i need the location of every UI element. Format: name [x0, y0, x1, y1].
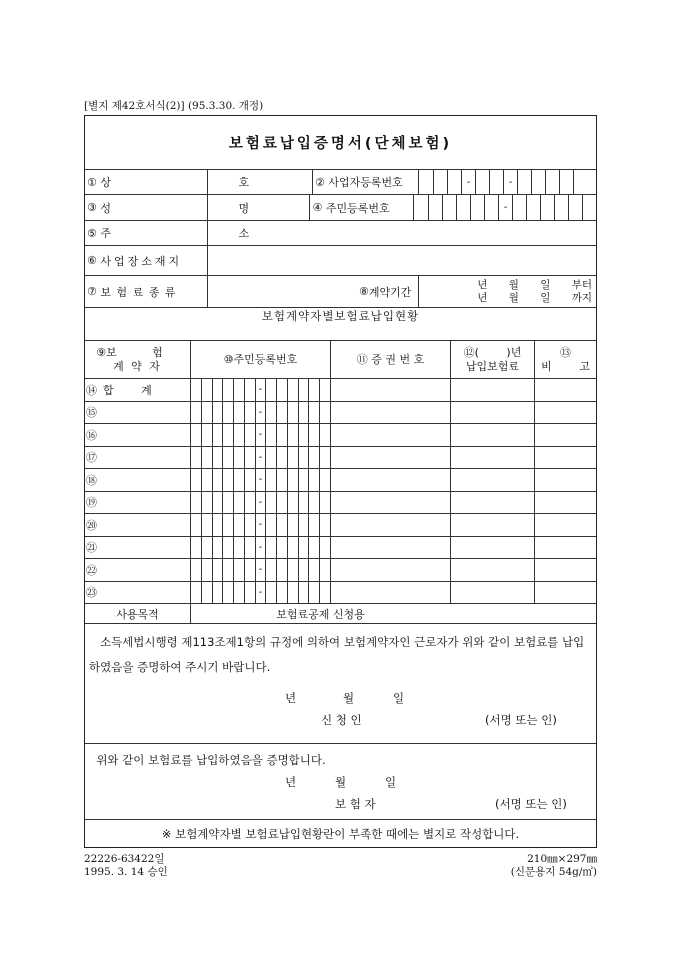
address-field[interactable]: [207, 221, 596, 245]
table-row: [85, 536, 596, 559]
separator: -: [255, 492, 266, 514]
section-title-row: [85, 307, 596, 340]
row-insured-cell[interactable]: [85, 559, 190, 581]
insurer-date-sign: [85, 770, 596, 819]
purpose-label: 사용목적: [116, 607, 159, 621]
row-paid-cell[interactable]: [450, 537, 534, 559]
row-policy-cell[interactable]: [330, 514, 450, 536]
address-row: [85, 220, 596, 245]
page-title: 보험료납입증명서(단체보험): [228, 136, 453, 152]
insurer-year: 년: [285, 775, 297, 789]
col-paid-premium: ⑫( )년 납입보험료: [450, 341, 534, 378]
row-insured-cell[interactable]: [85, 402, 190, 424]
table-row: [85, 468, 596, 491]
workplace-field[interactable]: [207, 246, 596, 275]
applicant-block: [85, 623, 596, 743]
table-row: [85, 513, 596, 536]
table-header-row: [85, 340, 596, 378]
col-policy-no: ⑪ 증 권 번 호: [330, 341, 450, 378]
col-remarks: ⑬ 비 고: [534, 341, 596, 378]
row-paid-cell[interactable]: [450, 559, 534, 581]
applicant-year: 년: [285, 691, 297, 705]
row-remarks-cell[interactable]: [534, 379, 596, 401]
insurance-type-row: [85, 275, 596, 307]
row-insured-cell[interactable]: [85, 447, 190, 469]
form-code: 22226-63422일: [84, 853, 165, 865]
purpose-row: [85, 603, 596, 623]
row-paid-cell[interactable]: [450, 424, 534, 446]
form-number-label: [별지 제42호서식(2)] (95.3.30. 개정): [84, 100, 264, 112]
insurance-type-field[interactable]: [207, 276, 357, 307]
insurer-month: 월: [335, 775, 347, 789]
row-id-cell[interactable]: [190, 469, 330, 491]
workplace-row: [85, 245, 596, 275]
certificate-form: [84, 115, 597, 848]
separator: -: [255, 402, 266, 424]
section-title: 보험계약자별보험료납입현황: [261, 309, 420, 323]
row-policy-cell[interactable]: [330, 424, 450, 446]
separator: -: [461, 170, 475, 194]
business-reg-label: ② 사업자등록번호: [312, 170, 418, 194]
table-body: [85, 378, 596, 603]
name-row: [85, 194, 596, 220]
separator: -: [255, 514, 266, 536]
row-number: ㉑: [86, 541, 97, 555]
separator: -: [498, 195, 512, 220]
insurer-signature[interactable]: (서명 또는 인): [495, 797, 567, 811]
row-number: ⑮: [86, 406, 97, 420]
row-paid-cell[interactable]: [450, 447, 534, 469]
period-from: 년 월 일 부터: [477, 278, 592, 291]
address-label: ⑤ 주 소: [87, 226, 312, 240]
row-remarks-cell[interactable]: [534, 559, 596, 581]
row-remarks-cell[interactable]: [534, 424, 596, 446]
table-row: [85, 401, 596, 424]
row-number: ⑲: [86, 496, 97, 510]
note-row: [85, 819, 596, 847]
table-row: [85, 423, 596, 446]
separator: -: [255, 469, 266, 491]
row-id-cell[interactable]: [190, 447, 330, 469]
footer-left: [84, 853, 168, 879]
row-remarks-cell[interactable]: [534, 402, 596, 424]
table-row: [85, 581, 596, 604]
row-number: ⑯: [86, 428, 97, 442]
table-row: [85, 378, 596, 401]
resident-reg-label: ④ 주민등록번호: [309, 195, 413, 220]
table-row: [85, 558, 596, 581]
row-number: ⑰: [86, 451, 97, 465]
workplace-label: ⑥ 사업장소재지: [87, 254, 183, 268]
col-id-no: ⑩주민등록번호: [190, 341, 330, 378]
row-policy-cell[interactable]: [330, 537, 450, 559]
row-insured-cell[interactable]: [85, 469, 190, 491]
insurer-label: 보 험 자: [335, 797, 376, 811]
paper-type: (신문용지 54g/㎡): [510, 866, 597, 878]
row-policy-cell[interactable]: [330, 402, 450, 424]
row-insured-cell[interactable]: [85, 537, 190, 559]
row-paid-cell[interactable]: [450, 582, 534, 604]
applicant-label: 신 청 인: [321, 713, 362, 727]
row-policy-cell[interactable]: [330, 469, 450, 491]
row-number: ㉒: [86, 563, 97, 577]
row-number: ⑭: [86, 383, 97, 397]
business-reg-field[interactable]: [418, 170, 596, 194]
row-paid-cell[interactable]: [450, 492, 534, 514]
separator: -: [503, 170, 517, 194]
certification-text: 위와 같이 보험료를 납입하였음을 증명합니다.: [96, 753, 326, 767]
row-policy-cell[interactable]: [330, 379, 450, 401]
row-id-cell[interactable]: [190, 514, 330, 536]
applicant-signature[interactable]: (서명 또는 인): [485, 713, 557, 727]
col-insured: ⑨보 험 계 약 자: [96, 345, 179, 373]
row-id-cell[interactable]: [190, 492, 330, 514]
statement-text: 소득세법시행령 제113조제1항의 규정에 의하여 보험계약자인 근로자가 위와 같이 보험료를 납입하였음을 증명하여 주시기 바랍니다.: [89, 635, 585, 674]
trade-name-label: ① 상 호: [87, 175, 312, 189]
row-remarks-cell[interactable]: [534, 537, 596, 559]
row-remarks-cell[interactable]: [534, 447, 596, 469]
separator: -: [255, 424, 266, 446]
note-text: ※ 보험계약자별 보험료납입현황란이 부족한 때에는 별지로 작성합니다.: [161, 826, 520, 841]
separator: -: [255, 379, 266, 401]
row-remarks-cell[interactable]: [534, 469, 596, 491]
row-label: 합 계: [103, 383, 164, 397]
row-insured-cell[interactable]: [85, 379, 190, 401]
contract-period-label: ⑧ 계약기간: [359, 285, 412, 299]
row-paid-cell[interactable]: [450, 402, 534, 424]
row-remarks-cell[interactable]: [534, 514, 596, 536]
row-id-cell[interactable]: [190, 379, 330, 401]
separator: -: [255, 537, 266, 559]
name-field[interactable]: [207, 195, 309, 220]
purpose-value: 보험료공제 신청용: [190, 604, 450, 623]
row-insured-cell[interactable]: [85, 492, 190, 514]
row-remarks-cell[interactable]: [534, 492, 596, 514]
row-id-cell[interactable]: [190, 424, 330, 446]
trade-name-row: [85, 169, 596, 194]
row-paid-cell[interactable]: [450, 379, 534, 401]
row-insured-cell[interactable]: [85, 424, 190, 446]
period-to: 년 월 일 까지: [477, 291, 592, 304]
row-id-cell[interactable]: [190, 402, 330, 424]
separator: -: [255, 559, 266, 581]
applicant-date-sign: [85, 680, 596, 736]
applicant-month: 월: [343, 691, 355, 705]
row-insured-cell[interactable]: [85, 582, 190, 604]
resident-reg-field[interactable]: [413, 195, 596, 220]
separator: -: [255, 447, 266, 469]
title-row: [85, 116, 596, 169]
separator: -: [255, 582, 266, 604]
row-id-cell[interactable]: [190, 537, 330, 559]
row-policy-cell[interactable]: [330, 447, 450, 469]
insurance-type-label: ⑦ 보 험 료 종 류: [87, 285, 177, 299]
name-label: ③ 성 명: [87, 201, 312, 215]
row-policy-cell[interactable]: [330, 492, 450, 514]
row-insured-cell[interactable]: [85, 514, 190, 536]
row-number: ⑳: [86, 518, 97, 532]
row-paid-cell[interactable]: [450, 514, 534, 536]
applicant-day: 일: [393, 691, 405, 705]
table-row: [85, 446, 596, 469]
footer-right: [470, 853, 597, 879]
paper-size: 210㎜×297㎜: [527, 853, 597, 865]
insurer-block: [85, 743, 596, 819]
contract-period-field[interactable]: [418, 276, 596, 307]
row-number: ㉓: [86, 586, 97, 600]
row-number: ⑱: [86, 473, 97, 487]
table-row: [85, 491, 596, 514]
row-paid-cell[interactable]: [450, 469, 534, 491]
row-id-cell[interactable]: [190, 582, 330, 604]
trade-name-field[interactable]: [207, 170, 312, 194]
approval-date: 1995. 3. 14 승인: [84, 866, 168, 878]
row-id-cell[interactable]: [190, 559, 330, 581]
row-remarks-cell[interactable]: [534, 582, 596, 604]
insurer-day: 일: [385, 775, 397, 789]
row-policy-cell[interactable]: [330, 582, 450, 604]
row-policy-cell[interactable]: [330, 559, 450, 581]
